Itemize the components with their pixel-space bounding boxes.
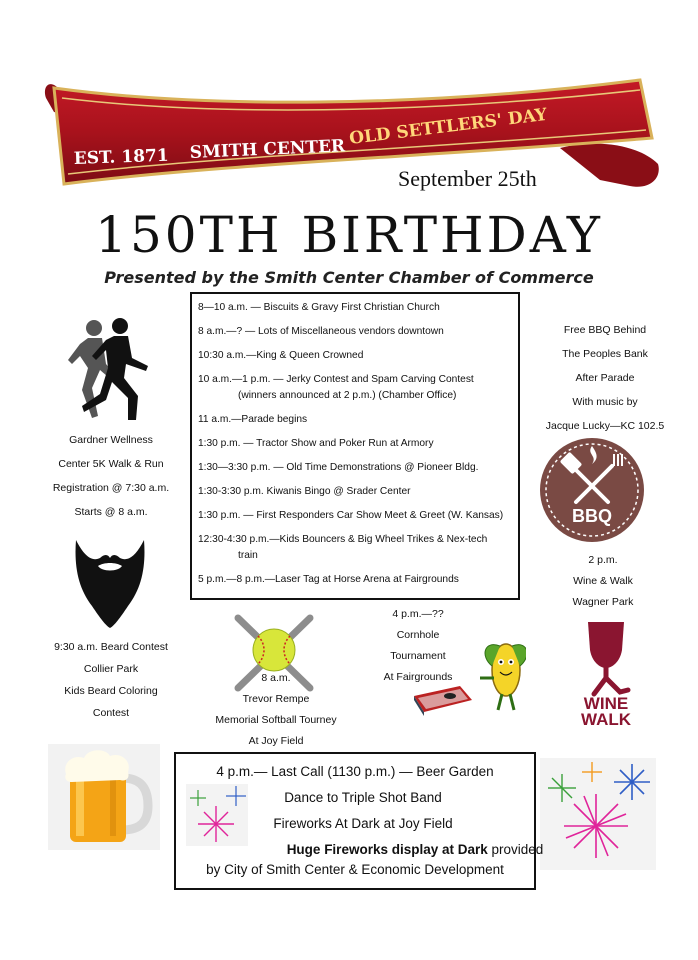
softball-info: 8 a.m. Trevor Rempe Memorial Softball Tourney At Joy Field [215, 672, 337, 747]
beard-icon [70, 536, 150, 628]
schedule-box [190, 292, 520, 600]
schedule-item: 10 a.m.—1 p.m. — Jerky Contest and Spam Carving Contest (winners announced at 2 p.m.) (Chamber Office) [198, 374, 474, 401]
presented-by: Presented by the Smith Center Chamber of Commerce [104, 268, 594, 287]
beer-mug-icon [48, 744, 160, 850]
schedule-item: 1:30 p.m. — First Responders Car Show Meet & Greet (W. Kansas) [198, 510, 504, 521]
bbq-logo-text: BBQ [572, 506, 612, 526]
wine-walk-logo-icon [566, 618, 646, 728]
beard-info: 9:30 a.m. Beard Contest Collier Park Kids Beard Coloring Contest [54, 641, 168, 719]
beer-garden-line: 4 p.m.— Last Call (1130 p.m.) — Beer Garden [216, 764, 494, 779]
cornhole-icon [410, 626, 526, 718]
schedule-item: 11 a.m.—Parade begins [198, 414, 308, 425]
schedule-item: 1:30—3:30 p.m. — Old Time Demonstrations @ Pioneer Bldg. [198, 462, 479, 473]
page-title: 150TH BIRTHDAY [95, 206, 603, 264]
schedule-item: 8 a.m.—? — Lots of Miscellaneous vendors downtown [198, 326, 444, 337]
banner-est: EST. 1871 [73, 145, 169, 169]
wine-logo-line2: WALK [580, 710, 632, 728]
schedule-item: 1:30 p.m. — Tractor Show and Poker Run at Armory [198, 438, 434, 449]
evening-events-box [174, 752, 544, 890]
bbq-logo-icon [538, 436, 646, 544]
banner-town: SMITH CENTER [189, 136, 346, 163]
run-info: Gardner Wellness Center 5K Walk & Run Registration @ 7:30 a.m. Starts @ 8 a.m. [52, 434, 170, 518]
wine-logo-line1: WINE [583, 694, 629, 713]
bbq-info: Free BBQ Behind The Peoples Bank After Parade With music by Jacque Lucky—KC 102.5 [545, 324, 665, 432]
ribbon-banner [40, 68, 670, 208]
huge-fireworks-line: Huge Fireworks display at Dark provided [286, 842, 544, 857]
runners-icon [62, 316, 154, 424]
banner-event: OLD SETTLERS' DAY [348, 104, 549, 149]
schedule-item: 12:30-4:30 p.m.—Kids Bouncers & Big Wheel Trikes & Nex-tech train [198, 534, 488, 561]
fireworks-line: Fireworks At Dark at Joy Field [273, 816, 453, 831]
band-line: Dance to Triple Shot Band [284, 790, 442, 805]
schedule-item: 8—10 a.m. — Biscuits & Gravy First Christian Church [198, 302, 440, 313]
schedule-item: 5 p.m.—8 p.m.—Laser Tag at Horse Arena at Fairgrounds [198, 574, 459, 585]
wine-info: 2 p.m. Wine & Walk Wagner Park [572, 554, 634, 608]
event-date: September 25th [398, 166, 537, 191]
cornhole-info: 4 p.m.—?? Cornhole Tournament At Fairgrounds [383, 608, 453, 683]
sponsor-line: by City of Smith Center & Economic Development [206, 862, 504, 877]
schedule-item: 1:30-3:30 p.m. Kiwanis Bingo @ Srader Center [198, 486, 411, 497]
schedule-item: 10:30 a.m.—King & Queen Crowned [198, 350, 364, 361]
